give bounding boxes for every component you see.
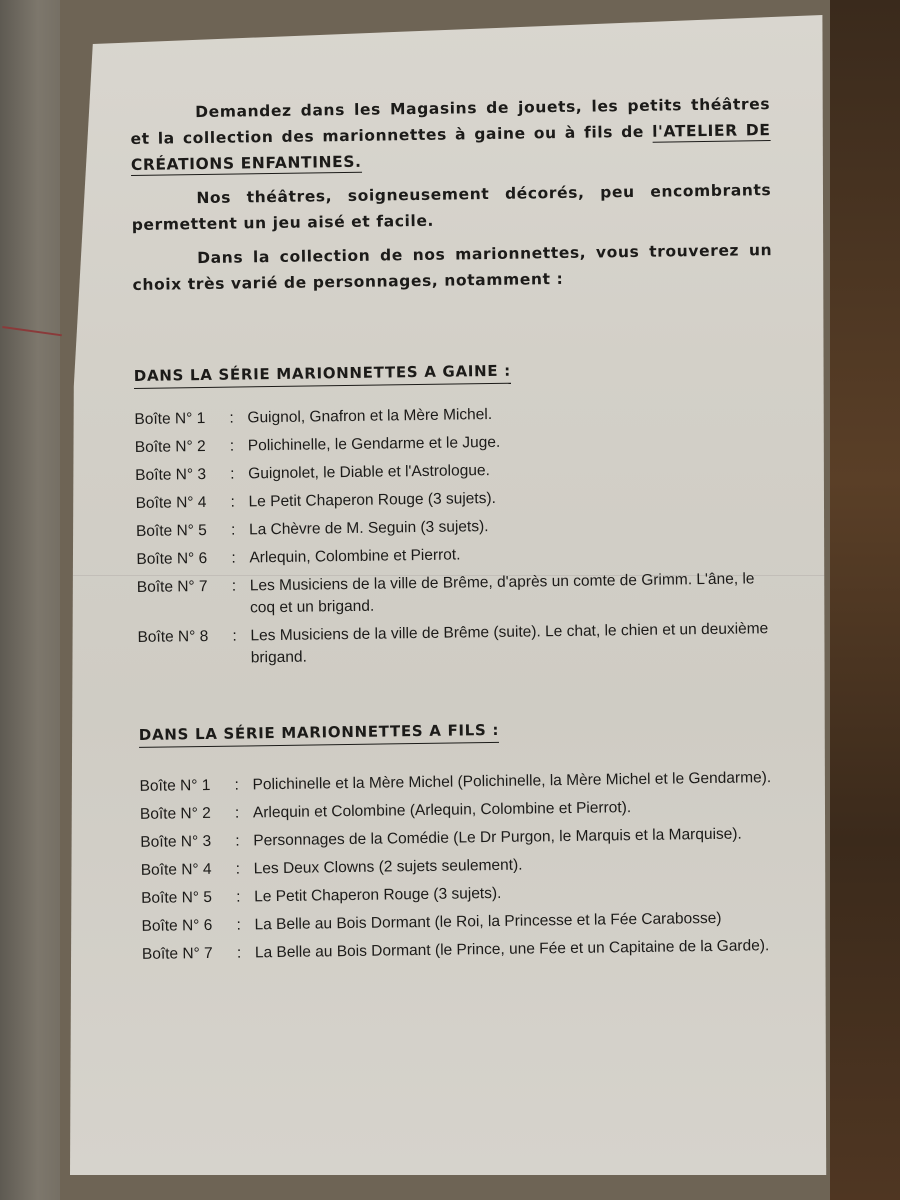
box-description: Le Petit Chaperon Rouge (3 sujets). — [254, 884, 502, 906]
box-number: Boîte N° 8 — [137, 627, 209, 646]
box-description: Les Deux Clowns (2 sujets seulement). — [253, 856, 523, 878]
box-description: Les Musiciens de la ville de Brême, d'après un comte de Grimm. L'âne, le coq et un brigand. — [249, 570, 755, 617]
list-item — [136, 540, 776, 571]
separator: : — [229, 437, 235, 455]
box-number: Boîte N° 4 — [140, 860, 212, 879]
box-number: Boîte N° 7 — [136, 577, 208, 596]
section-title-fils: DANS LA SÉRIE MARIONNETTES A FILS : — [139, 721, 500, 748]
list-item — [135, 456, 775, 487]
separator: : — [232, 627, 237, 645]
list-item — [135, 484, 775, 515]
separator: : — [235, 860, 241, 878]
box-description: La Belle au Bois Dormant (le Roi, la Princesse et la Fée Carabosse) — [254, 909, 722, 934]
box-description: Polichinelle et la Mère Michel (Polichinelle, la Mère Michel et le Gendarme). — [252, 769, 772, 794]
list-fils — [139, 767, 782, 966]
box-number: Boîte N° 7 — [141, 944, 213, 963]
wooden-table-edge — [830, 0, 900, 1200]
box-description: Arlequin, Colombine et Pierrot. — [249, 546, 461, 567]
box-number: Boîte N° 4 — [135, 493, 207, 512]
box-number: Boîte N° 6 — [136, 549, 208, 568]
separator: : — [230, 521, 236, 539]
company-name: l'ATELIER DE CRÉATIONS ENFANTINES. — [130, 121, 771, 174]
box-number: Boîte N° 2 — [134, 437, 206, 456]
separator: : — [235, 832, 240, 850]
list-item — [141, 879, 781, 910]
separator: : — [231, 549, 236, 567]
list-item — [137, 568, 778, 621]
list-item — [136, 512, 776, 543]
list-item — [137, 618, 778, 671]
list-item — [135, 428, 775, 459]
leaflet-content — [130, 91, 782, 972]
box-number: Boîte N° 5 — [135, 521, 207, 540]
box-number: Boîte N° 3 — [140, 832, 212, 851]
box-number: Boîte N° 2 — [139, 804, 211, 823]
separator: : — [229, 409, 234, 427]
list-item — [141, 907, 781, 938]
separator: : — [236, 916, 241, 934]
box-description: Guignolet, le Diable et l'Astrologue. — [248, 462, 490, 483]
list-item — [140, 795, 780, 826]
list-item — [140, 823, 780, 854]
box-number: Boîte N° 1 — [139, 776, 211, 795]
box-description: Arlequin et Colombine (Arlequin, Colombine et Pierrot). — [252, 799, 632, 822]
separator: : — [231, 577, 237, 595]
box-description: Le Petit Chaperon Rouge (3 sujets). — [248, 489, 496, 511]
intro-paragraph-3: Dans la collection de nos marionnettes, vous trouverez un choix très varié de personnages, notamment : — [132, 241, 773, 294]
list-item — [141, 851, 781, 882]
separator: : — [230, 493, 236, 511]
box-description: Polichinelle, le Gendarme et le Juge. — [247, 433, 501, 455]
box-description: Les Musiciens de la ville de Brême (suite). Le chat, le chien et un deuxième brigand. — [250, 620, 769, 667]
list-item — [142, 935, 782, 966]
box-description: La Chèvre de M. Seguin (3 sujets). — [248, 518, 489, 539]
section-title-gaine: DANS LA SÉRIE MARIONNETTES A GAINE : — [134, 362, 511, 389]
separator: : — [236, 944, 242, 962]
box-description: La Belle au Bois Dormant (le Prince, une Fée et un Capitaine de la Garde). — [254, 937, 770, 962]
box-number: Boîte N° 1 — [134, 409, 206, 428]
intro-paragraph-2: Nos théâtres, soigneusement décorés, peu encombrants permettent un jeu aisé et facile. — [131, 181, 772, 234]
box-number: Boîte N° 5 — [141, 888, 213, 907]
intro-paragraph-1: Demandez dans les Magasins de jouets, les petits théâtres et la collection des marionnettes à gaine ou à fils de l'ATELIER DE CRÉATIONS ENFANTINES. — [130, 95, 771, 174]
box-number: Boîte N° 3 — [135, 465, 207, 484]
box-description: Personnages de la Comédie (Le Dr Purgon, le Marquis et la Marquise). — [253, 825, 742, 850]
list-gaine — [134, 400, 778, 671]
separator: : — [234, 804, 240, 822]
box-description: Guignol, Gnafron et la Mère Michel. — [247, 405, 493, 427]
separator: : — [230, 465, 235, 483]
box-number: Boîte N° 6 — [141, 916, 213, 935]
separator: : — [236, 888, 241, 906]
separator: : — [234, 776, 240, 794]
